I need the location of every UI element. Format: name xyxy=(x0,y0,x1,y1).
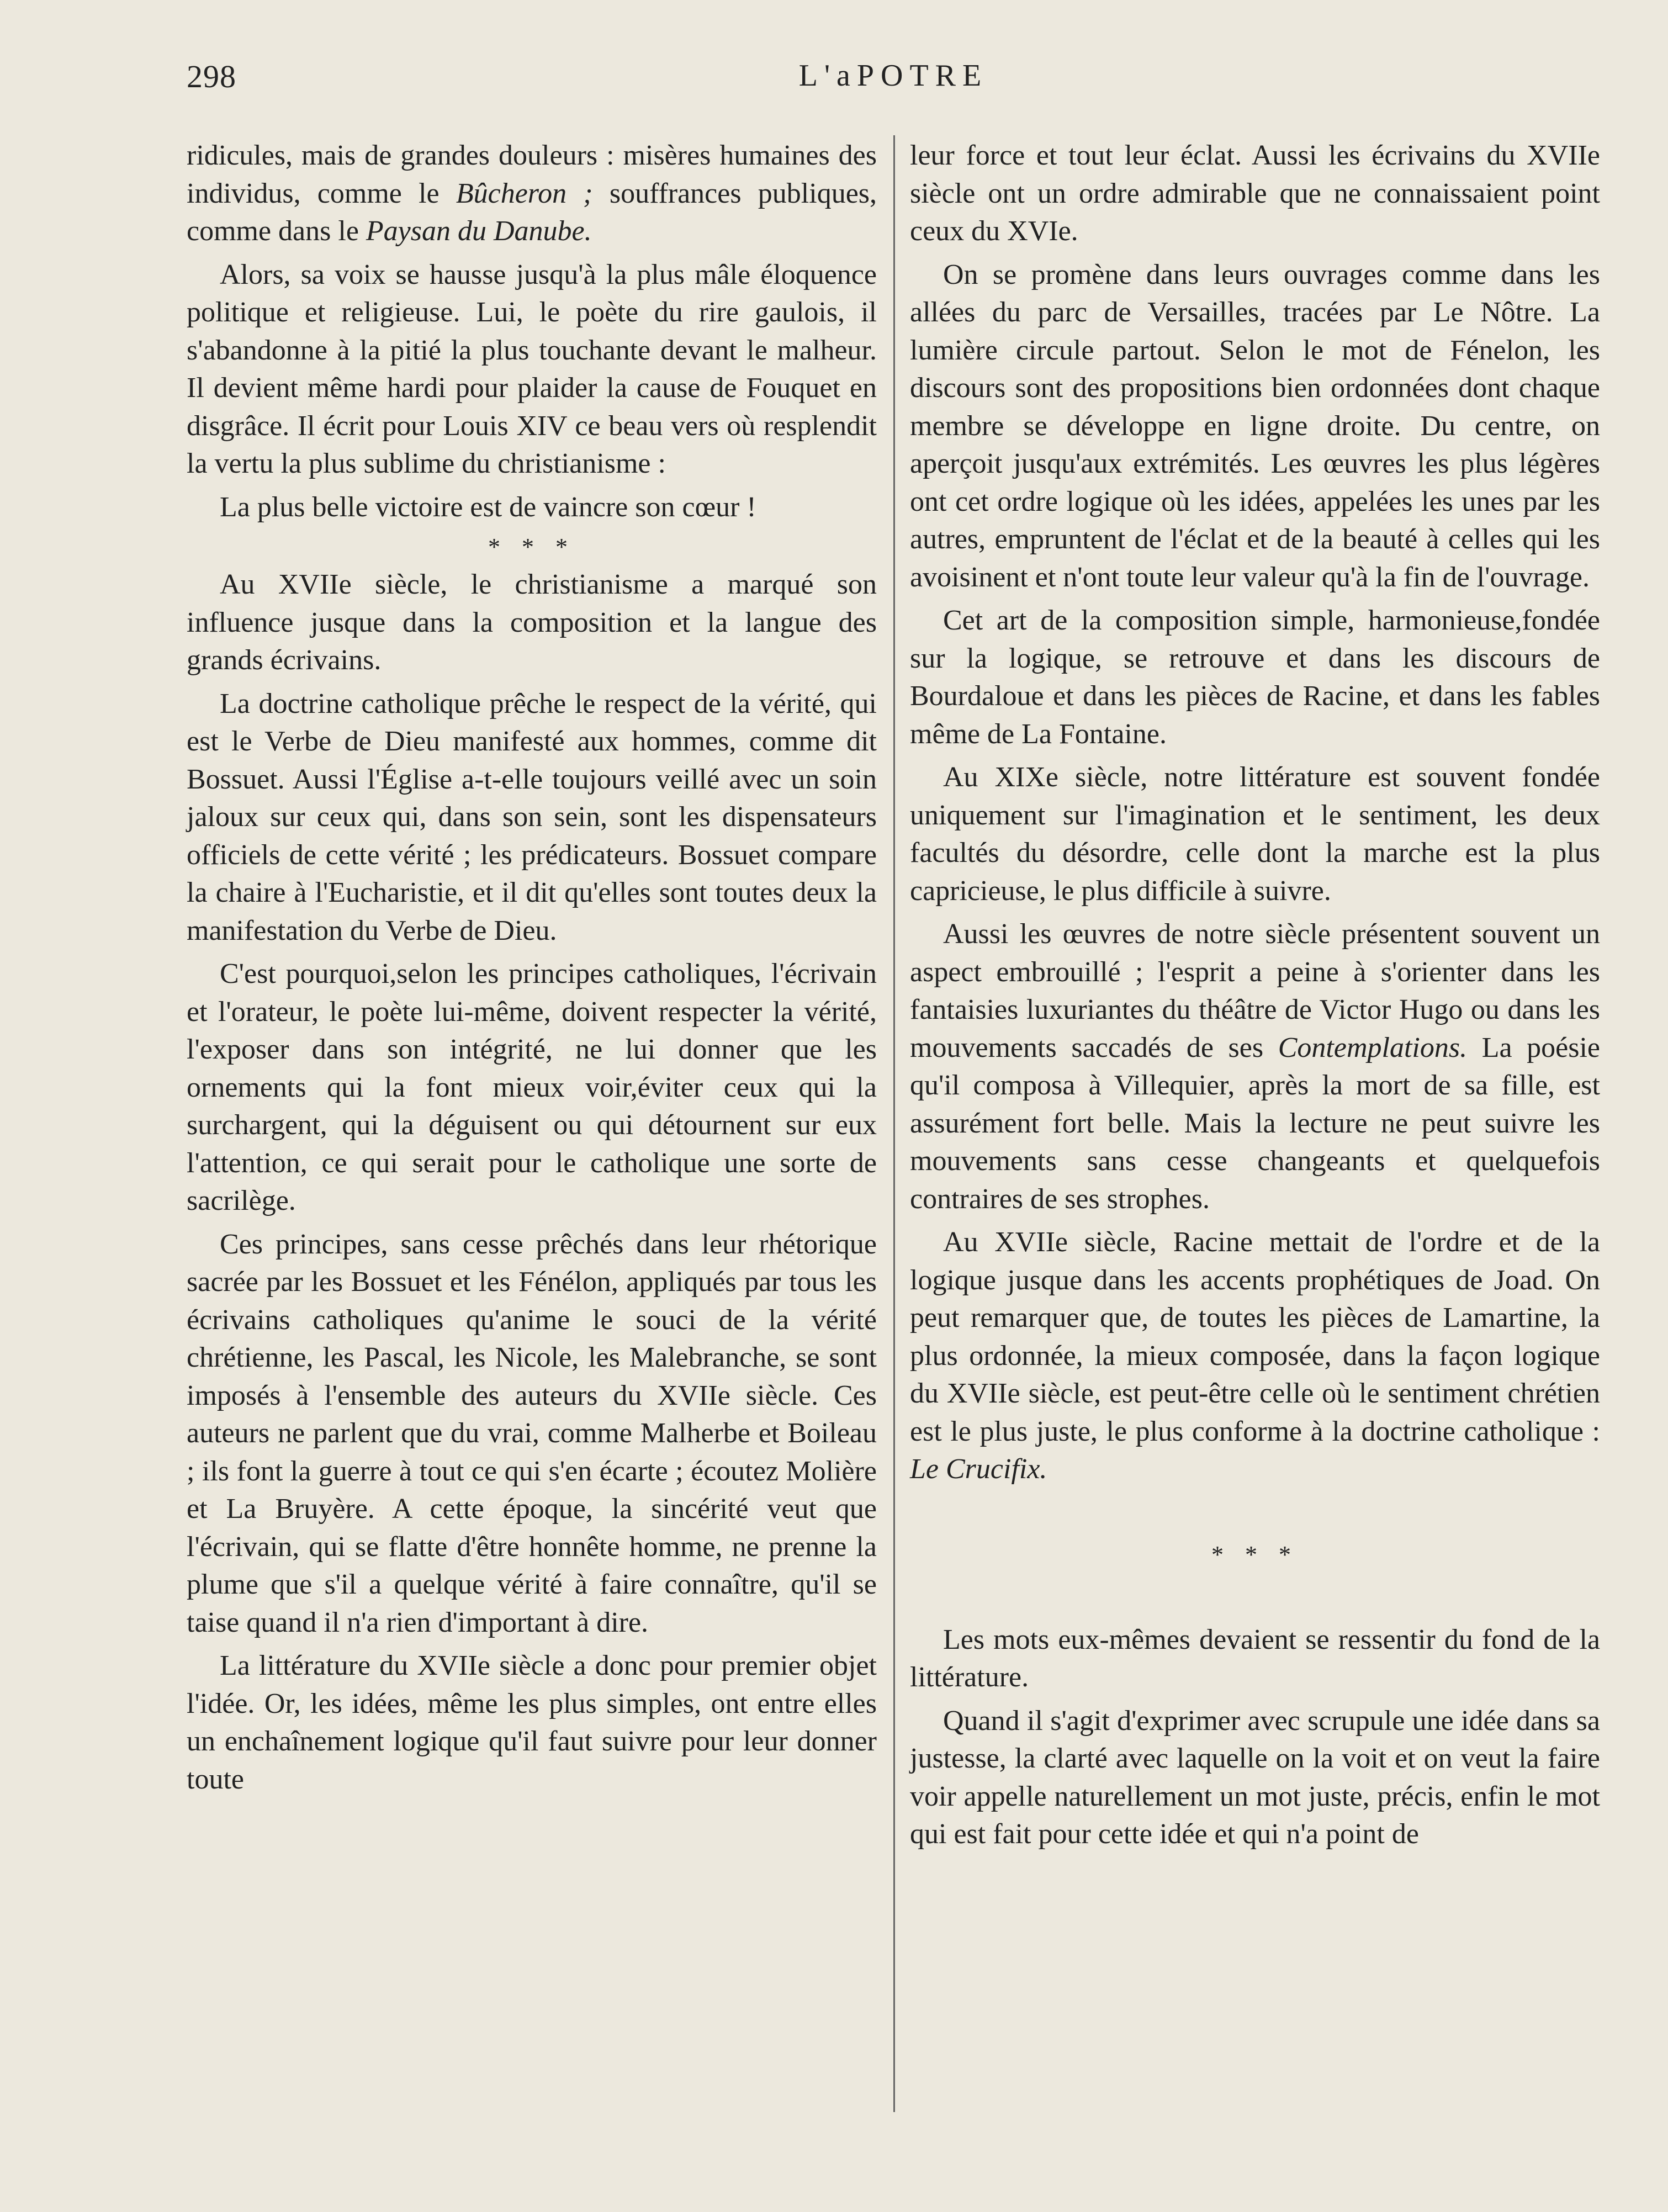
paragraph: Au XIXe siècle, notre littérature est souvent fondée uniquement sur l'imagination et le sentiment, les deux facultés du désordre, celle dont la marche est la plus capricieuse, le plus difficile à suivre. xyxy=(910,761,1600,907)
running-title: L'aPOTRE xyxy=(798,59,988,93)
paragraph: Au XVIIe siècle, le christianisme a marqué son influence jusque dans la composition et la langue des grands écrivains. xyxy=(187,569,877,676)
paragraph-text: Au XVIIe siècle, Racine mettait de l'ordre et de la logique jusque dans les accents prophétiques de Joad. On peut remarquer que, de toutes les pièces de Lamartine, la plus ordonnée, la mieux composée, dans la façon logique du XVIIe siècle, est peut-être celle où le sentiment chrétien est le plus juste, le plus conforme à la doctrine catholique : xyxy=(910,1226,1600,1447)
paragraph: On se promène dans leurs ouvrages comme dans les allées du parc de Versailles, tracées par Le Nôtre. La lumière circule partout. Selon le mot de Fénelon, les discours sont des propositions bien ordonnées dont chaque membre se développe en ligne droite. Du centre, on aperçoit jusqu'aux extrémités. Les œuvres les plus légères ont cet ordre logique où les idées, appelées les unes par les autres, empruntent de l'éclat et de la beauté à celles qui les avoisinent et n'ont toute leur valeur qu'à la fin de l'ouvrage. xyxy=(910,258,1600,593)
paragraph: Les mots eux-mêmes devaient se ressentir du fond de la littérature. xyxy=(910,1623,1600,1693)
paragraph xyxy=(187,137,877,251)
section-separator: * * * xyxy=(1211,1541,1299,1568)
paragraph: C'est pourquoi,selon les principes catholiques, l'écrivain et l'orateur, le poète lui-même, doivent respecter la vérité, l'exposer dans son intégrité, ne lui donner que les ornements qui la font mieux voir,éviter ceux qui la surchargent, qui la déguisent ou qui détournent sur eux l'attention, ce qui serait pour le catholique une sorte de sacrilège. xyxy=(187,958,877,1216)
italic-title: Paysan du Danube. xyxy=(366,215,592,247)
paragraph-text: La poésie qu'il composa à Villequier, après la mort de sa fille, est assurément fort belle. Mais la lecture ne peut suivre les mouvements sans cesse changeants et quelquefois contraires de ses strophes. xyxy=(910,1031,1601,1215)
section-separator: * * * xyxy=(488,533,575,560)
italic-title: Le Crucifix. xyxy=(910,1453,1047,1485)
paragraph: Ces principes, sans cesse prêchés dans leur rhétorique sacrée par les Bossuet et les Fénélon, appliqués par tous les écrivains catholiques qu'anime le souci de la vérité chrétienne, les Pascal, les Nicole, les Malebranche, se sont imposés à l'ensemble des auteurs du XVIIe siècle. Ces auteurs ne parlent que du vrai, comme Malherbe et Boileau ; ils font la guerre à tout ce qui s'en écarte ; écoutez Molière et La Bruyère. A cette époque, la sincérité veut que l'écrivain, qui se flatte d'être honnête homme, ne prenne la plume que s'il a quelque vérité à faire connaître, qu'il se taise quand il n'a rien d'important à dire. xyxy=(187,1228,877,1638)
paragraph-text: Aussi les œuvres de notre siècle présentent souvent un aspect embrouillé ; l'esprit a peine à s'orienter dans les fantaisies luxuriantes du théâtre de Victor Hugo ou dans les mouvements saccadés de ses xyxy=(910,918,1600,1063)
italic-title: Contemplations. xyxy=(1278,1031,1468,1063)
paragraph xyxy=(910,916,1600,1218)
paragraph: Quand il s'agit d'exprimer avec scrupule une idée dans sa justesse, la clarté avec laquelle on la voit et on veut la faire voir appelle naturellement un mot juste, précis, enfin le mot qui est fait pour cette idée et qui n'a point de xyxy=(910,1705,1600,1850)
right-column xyxy=(910,137,1600,1854)
italic-title: Bûcheron ; xyxy=(456,177,593,209)
paragraph-text: ridicules, mais de grandes douleurs : misères humaines des individus, comme le xyxy=(187,140,877,209)
paragraph: Alors, sa voix se hausse jusqu'à la plus mâle éloquence politique et religieuse. Lui, le poète du rire gaulois, il s'abandonne à la pitié la plus touchante devant le malheur. Il devient même hardi pour plaider la cause de Fouquet en disgrâce. Il écrit pour Louis XIV ce beau vers où resplendit la vertu la plus sublime du christianisme : xyxy=(187,258,877,479)
page-header xyxy=(187,58,1600,102)
paragraph: La littérature du XVIIe siècle a donc pour premier objet l'idée. Or, les idées, même les plus simples, ont entre elles un enchaînement logique qu'il faut suivre pour leur donner toute xyxy=(187,1650,877,1795)
paragraph xyxy=(910,1224,1600,1489)
paragraph: leur force et tout leur éclat. Aussi les écrivains du XVIIe siècle ont un ordre admirable que ne connaissaient point ceux du XVIe. xyxy=(910,140,1600,247)
left-column xyxy=(187,137,877,1798)
page-number: 298 xyxy=(187,59,236,94)
paragraph-text: souffrances publiques, comme dans le xyxy=(187,177,877,247)
paragraph: Cet art de la composition simple, harmonieuse,fondée sur la logique, se retrouve et dans les discours de Bourdaloue et dans les pièces de Racine, et dans les fables même de La Fontaine. xyxy=(910,605,1600,750)
verse-quote: La plus belle victoire est de vaincre son cœur ! xyxy=(220,491,756,523)
column-divider xyxy=(893,135,895,2112)
paragraph: La doctrine catholique prêche le respect de la vérité, qui est le Verbe de Dieu manifesté aux hommes, comme dit Bossuet. Aussi l'Église a-t-elle toujours veillé avec un soin jaloux sur ceux qui, dans son sein, sont les dispensateurs officiels de cette vérité ; les prédicateurs. Bossuet compare la chaire à l'Eucharistie, et il dit qu'elles sont toutes deux la manifestation du Verbe de Dieu. xyxy=(187,687,877,946)
